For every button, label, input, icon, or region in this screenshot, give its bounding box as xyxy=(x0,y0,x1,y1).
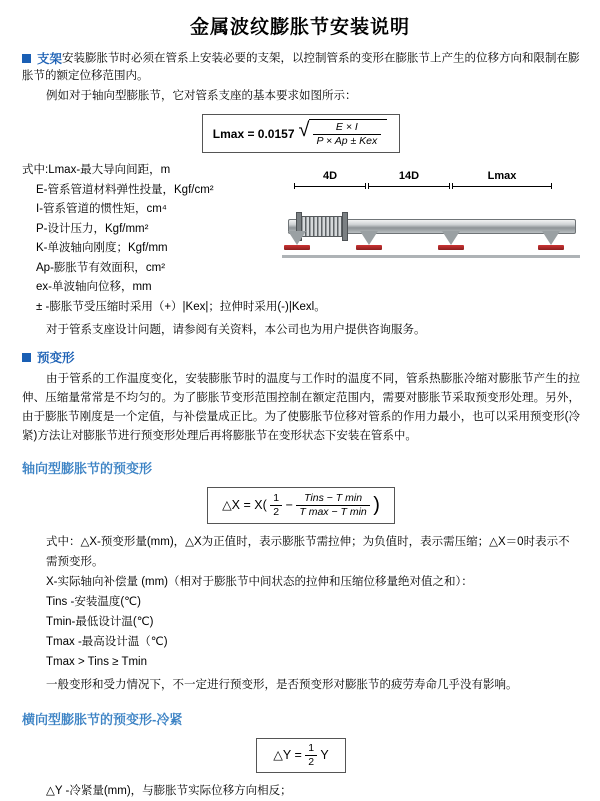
lmax-fraction xyxy=(313,121,382,148)
support-anchor-3 xyxy=(438,231,464,253)
support-base xyxy=(284,245,310,250)
support-anchor-1 xyxy=(284,231,310,253)
axial-formula-box xyxy=(207,487,395,524)
support-triangle-icon xyxy=(442,231,460,245)
ground-line xyxy=(282,255,580,258)
axial-formula-ratio xyxy=(296,492,369,519)
axial-formula-lead: △X = X( xyxy=(222,497,267,512)
support-triangle-icon xyxy=(288,231,306,245)
axial-note-line: Tins -安装温度(℃) xyxy=(46,596,141,608)
dimension-lmax xyxy=(452,169,552,189)
document-page xyxy=(0,12,600,797)
axial-formula-close: ) xyxy=(373,494,380,516)
lmax-formula xyxy=(22,114,580,153)
sqrt-symbol-icon xyxy=(299,119,388,148)
legend-item: P-设计压力，Kgf/mm² xyxy=(36,222,149,235)
axial-formula-minus: − xyxy=(285,497,293,512)
axial-formula-half-numerator: 1 xyxy=(270,492,282,506)
lmax-formula-box xyxy=(202,114,400,153)
axial-formula-ratio-numerator: Tins − T min xyxy=(296,492,369,506)
dimension-4d-label: 4D xyxy=(322,170,338,182)
support-triangle-icon xyxy=(360,231,378,245)
dimension-14d xyxy=(368,169,450,189)
section-support-closing: 对于管系支座设计问题，请参阅有关资料，本公司也为用户提供咨询服务。 xyxy=(46,324,426,336)
lateral-formula-half-denominator: 2 xyxy=(308,756,315,768)
lateral-note-line: △Y -冷紧量(mm)，与膨胀节实际位移方向相反； xyxy=(46,785,292,797)
legend-item: E-管系管道材料弹性投量，Kgf/cm² xyxy=(36,183,214,196)
legend-item: ± -膨胀节受压缩时采用（+）|Kex|；拉伸时采用(-)|Kexl。 xyxy=(36,300,326,313)
document-body xyxy=(0,49,600,801)
dimension-lmax-bar xyxy=(452,183,552,189)
dimension-lmax-label: Lmax xyxy=(487,170,517,182)
support-base xyxy=(438,245,464,250)
subheading-axial-predeformation: 轴向型膨胀节的预变形 xyxy=(22,461,153,476)
lmax-fraction-numerator: √ E × I xyxy=(313,121,382,135)
lateral-predeformation-formula xyxy=(22,738,580,773)
support-base xyxy=(538,245,564,250)
axial-predeformation-formula xyxy=(22,487,580,524)
axial-closing-note: 一般变形和受力情况下，不一定进行预变形，是否预变形对膨胀节的疲劳寿命几乎没有影响。 xyxy=(46,679,518,691)
axial-formula-half xyxy=(270,492,282,519)
section-heading-predeformation xyxy=(22,348,580,366)
legend-and-diagram xyxy=(22,161,580,317)
dimension-14d-bar xyxy=(368,183,450,189)
lateral-formula-box xyxy=(256,738,345,773)
lmax-formula-label: Lmax = 0.0157 xyxy=(212,126,295,141)
dimension-4d xyxy=(294,169,366,189)
lateral-formula-half xyxy=(305,742,317,769)
dimension-14d-label: 14D xyxy=(398,170,420,182)
section-support-lead: 安装膨胀节时必须在管系上安装必要的支架，以控制管系的变形在膨胀节上产生的位移方向和限制在膨胀节的额定位移范围内。 xyxy=(22,52,580,82)
legend-item: Ap-膨胀节有效面积，cm² xyxy=(36,261,166,274)
axial-note-line: Tmax > Tins ≥ Tmin xyxy=(46,656,147,668)
diagram-dimension-row xyxy=(286,169,580,191)
subheading-lateral-predeformation: 横向型膨胀节的预变形-冷紧 xyxy=(22,712,183,727)
legend-item: ex-单波轴向位移，mm xyxy=(36,281,152,293)
legend-item: 式中:Lmax-最大导向间距，m xyxy=(22,164,171,176)
pipe-support-diagram xyxy=(282,169,580,289)
axial-formula-half-denominator: 2 xyxy=(273,506,280,518)
support-anchor-2 xyxy=(356,231,382,253)
lmax-fraction-denominator: P × Ap ± Kex xyxy=(316,135,378,147)
support-triangle-icon xyxy=(542,231,560,245)
lateral-formula-half-numerator: 1 xyxy=(305,742,317,756)
legend-item: K-单波轴向刚度；Kgf/mm xyxy=(36,242,168,254)
support-anchor-4 xyxy=(538,231,564,253)
section-heading-predeformation-label: 预变形 xyxy=(37,351,75,365)
section-heading-support-label: 支架 xyxy=(37,52,63,66)
bullet-square-icon xyxy=(22,54,31,63)
legend-list xyxy=(22,161,326,317)
support-base xyxy=(356,245,382,250)
section-predeformation-para1: 由于管系的工作温度变化，安装膨胀节时的温度与工作时的温度不同，管系热膨胀冷缩对膨胀节产生的拉伸、压缩量常常是不均匀的。为了膨胀节变形范围控制在额定范围内，需要对膨胀节采取预变形处理。另外，由于膨胀节刚度是一个定值，与补偿量成正比。为了使膨胀节位移对管系的作用力最小，也可以采用预变形(冷紧)方法让对膨胀节进行预变形处理后再将膨胀节在变形状态下安装在管系中。 xyxy=(22,373,580,442)
legend-item: I-管系管道的惯性矩，cm⁴ xyxy=(36,203,167,215)
axial-note-line: X-实际轴向补偿量 (mm)（相对于膨胀节中间状态的拉伸和压缩位移量绝对值之和）： xyxy=(46,576,473,588)
section-heading-support xyxy=(22,49,580,83)
bullet-square-icon xyxy=(22,353,31,362)
axial-note-line: Tmin-最低设计温(℃) xyxy=(46,616,154,628)
axial-note-line: 式中：△X-预变形量(mm)，△X为正值时，表示膨胀节需拉伸；为负值时，表示需压缩；△X＝0时表示不需预变形。 xyxy=(46,536,570,568)
pipe-illustration xyxy=(282,193,580,271)
page-title: 金属波纹膨胀节安装说明 xyxy=(189,17,410,38)
axial-formula-ratio-denominator: T max − T min xyxy=(299,506,367,518)
section-support-para2: 例如对于轴向型膨胀节，它对管系支座的基本要求如图所示： xyxy=(46,90,357,102)
dimension-4d-bar xyxy=(294,183,366,189)
lateral-formula-tail: Y xyxy=(320,747,329,762)
flange-right xyxy=(342,212,348,241)
lateral-formula-lead: △Y = xyxy=(273,747,302,762)
axial-note-line: Tmax -最高设计温（℃) xyxy=(46,636,168,648)
